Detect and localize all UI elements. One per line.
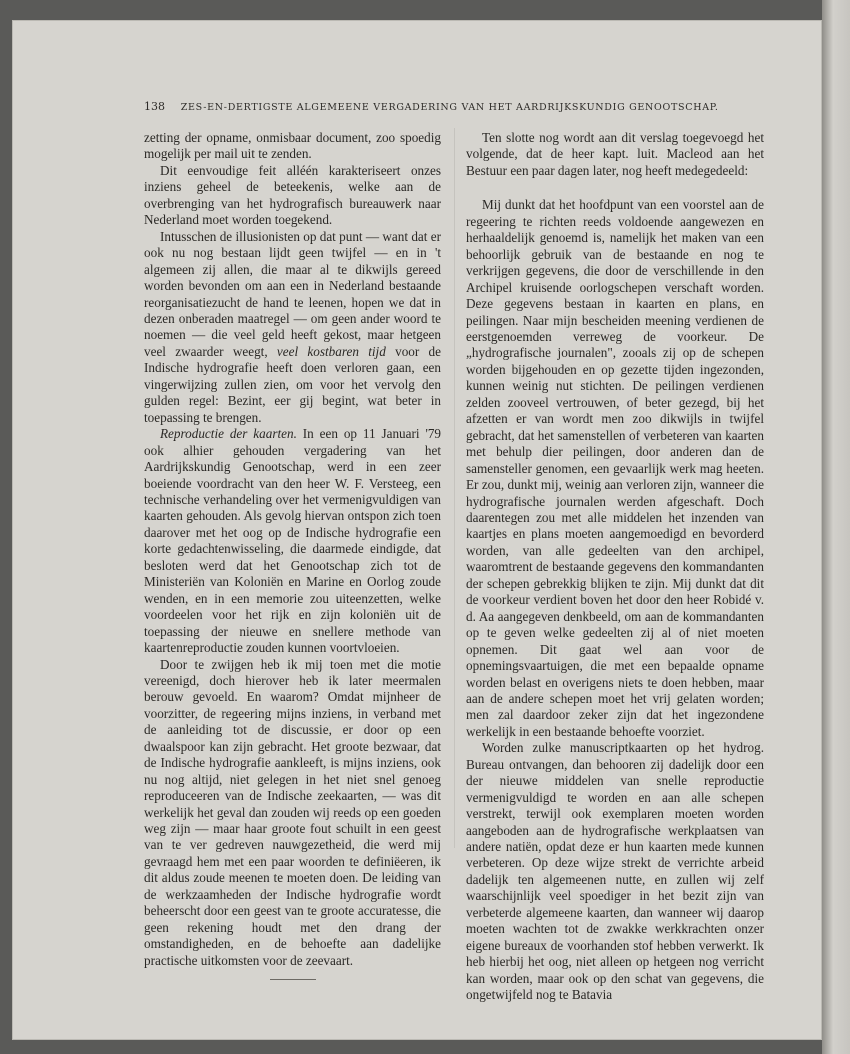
quoted-paragraph: Worden zulke manuscriptkaarten op het hydrog. Bureau ontvangen, dan behooren zij dadelijk door een der nieuwe middelen van snelle reproductie vermenigvuldigd te worden en aan alle schepen verstrekt, terwijl ook exemplaren moeten worden aangeboden aan de hydrografische werkplaatsen van andere natiën, opdat deze er hun kaarten mede kunnen verbeteren. Op deze wijze strekt de verrichte arbeid dadelijk ten algemeenen nutte, en zullen wij zelf waarschijnlijk veel spoediger in het bezit zijn van verbeterde algemeene kaarten, dan wanneer wij daarop moeten wachten tot de zwakke werkkrachten onzer eigene bureaux de voorhanden stof hebben verwerkt. Ik heb hierbij het oog, niet alleen op hetgeen nog verricht kan worden, maar ook op den schat van gegevens, die ongetwijfeld nog te Batavia	[466, 740, 764, 1003]
section-rule	[270, 979, 316, 980]
paragraph	[144, 229, 441, 426]
column-gutter	[454, 128, 455, 848]
paragraph: Door te zwijgen heb ik mij toen met die motie vereenigd, doch hierover heb ik later meermalen berouw gevoeld. En waarom? Omdat mijnheer de voorzitter, de regeering mijns inziens, in verband met de aanleiding tot de discussie, er door op een dwaalspoor kan zijn gebracht. Het groote bezwaar, dat de Indische hydrografie aankleeft, is mijns inziens, ook nu nog altijd, niet gelegen in het niet snel genoeg reproduceeren van de Indische zeekaarten, — was dit werkelijk het geval dan zouden wij reeds op een goeden weg zijn — maar haar groote fout schuilt in een geest van te ver gedreven nauwgezetheid, die werd mij gevraagd hem met een paar woorden te definiëeren, ik dit aldus zoude meenen te moeten doen. De leiding van de werkzaamheden der Indische hydrografie wordt beheerscht door een geest van te groote accuratesse, die geen rekening houdt met den drang der omstandigheden, en de behoefte aan dadelijke practische uitkomsten voor de zeevaart.	[144, 656, 441, 968]
section-heading: Reproductie der kaarten.	[160, 426, 297, 442]
quoted-paragraph: Mij dunkt dat het hoofdpunt van een voorstel aan de regeering te richten reeds voldoende aangewezen en herhaaldelijk genoemd is, namelijk het maken van een behoorlijk gebruik van de bestaande en nog te verkrijgen gegevens, die door de verschillende in den Archipel kruisende oorlogschepen verschaft worden. Deze gegevens bestaan in kaarten en plans, en peilingen. Naar mijn bescheiden meening verdienen de eerstgenoemden verreweg de voorkeur. De „hydrografische journalen", zooals zij op de schepen worden bijgehouden en op gezette tijden ingezonden, kunnen weinig nut stichten. De peilingen verdienen zelden zooveel vertrouwen, of beter gezegd, bij het afzetten er van wordt men zoo dikwijls in twijfel gebracht, dat het samenstellen of verbeteren van kaarten met behulp dier peilingen, door anderen dan de samensteller genomen, een gevaarlijk werk mag heeten. Er zou, dunkt mij, weinig aan verloren zijn, wanneer die hydrografische journalen werden afgeschaft. Doch daarentegen zou met alle middelen het inzenden van kaartjes en plans moeten aangemoedigd en bevorderd worden, van alle gedeelten van den archipel, waaromtrent de bestaande gegevens den kommandanten der schepen gebrekkig blijken te zijn. Mij dunkt dat dit de voorkeur verdient boven het door den heer Robidé v. d. Aa aangegeven denkbeeld, om aan de kommandanten op te geven welke gedeelten zij al of niet moeten opnemen. Dit gaat wel aan voor de opnemingsvaartuigen, die met een bepaalde opname worden belast en overigens niets te doen hebben, maar aan de andere schepen moet het vrij gelaten worden; men zal daardoor zeker zijn dat het ingezondene werkelijk in een bestaande behoefte voorziet.	[466, 197, 764, 739]
left-column	[144, 130, 441, 980]
paragraph: Dit eenvoudige feit alléén karakteriseert onzes inziens geheel de beteekenis, welke aan de overbrenging van het hydrografisch bureauwerk naar Nederland moet worden toegekend.	[144, 162, 441, 228]
paragraph: zetting der opname, onmisbaar document, zoo spoedig mogelijk per mail uit te zenden.	[144, 130, 441, 162]
paragraph-text: Intusschen de illusionisten op dat punt — want dat er ook nu nog bestaan lijdt geen twijfel — en in 't algemeen zij allen, die maar al te dikwijls gereed worden bevonden om aan een in Nederland bestaande reorganisatiezucht de hand te leenen, hopen we dat in dezen onberaden maatregel — om geen ander woord te noemen — die veel geld heeft gekost, maar hetgeen veel zwaarder weegt,	[144, 228, 441, 359]
adjacent-page-edge	[822, 0, 850, 1054]
running-header	[144, 100, 719, 113]
paragraph-text: In een op 11 Januari '79 ook alhier gehouden vergadering van het Aardrijkskundig Genootschap, werd in een zeer boeiende voordracht van den heer W. F. Versteeg, een technische verhandeling over het vermenigvuldigen van kaarten gehouden. Als gevolg hiervan ontspon zich toen daarover met het oog op de Indische hydrografie een korte gedachtenwisseling, die daarmede eindigde, dat besloten werd dat het Genootschap zich tot de Ministeriën van Koloniën en Marine en Oorlog zoude wenden, en in een memorie zou uiteenzetten, welke voordeelen voor het rijk en zijn koloniën uit de toepassing der nieuwe en snellere methode van kaartenreproductie zouden kunnen voortvloeien.	[144, 426, 442, 656]
running-title: ZES-EN-DERTIGSTE ALGEMEENE VERGADERING VAN HET AARDRIJKSKUNDIG GENOOTSCHAP.	[180, 102, 719, 113]
paragraph	[144, 426, 441, 656]
emphasis-text: veel kostbaren tijd	[276, 343, 386, 359]
paragraph-text: voor de Indische hydrografie heeft doen verloren gaan, een vingerwijzing zullen zien, om voor het vervolg den gulden regel: Bezint, eer gij begint, wat beter in toepassing te brengen.	[144, 343, 441, 425]
paragraph: Ten slotte nog wordt aan dit verslag toegevoegd het volgende, dat de heer kapt. luit. Macleod aan het Bestuur een paar dagen later, nog heeft medegedeeld:	[466, 130, 764, 178]
page-number: 138	[144, 100, 165, 113]
right-column	[466, 130, 764, 1004]
